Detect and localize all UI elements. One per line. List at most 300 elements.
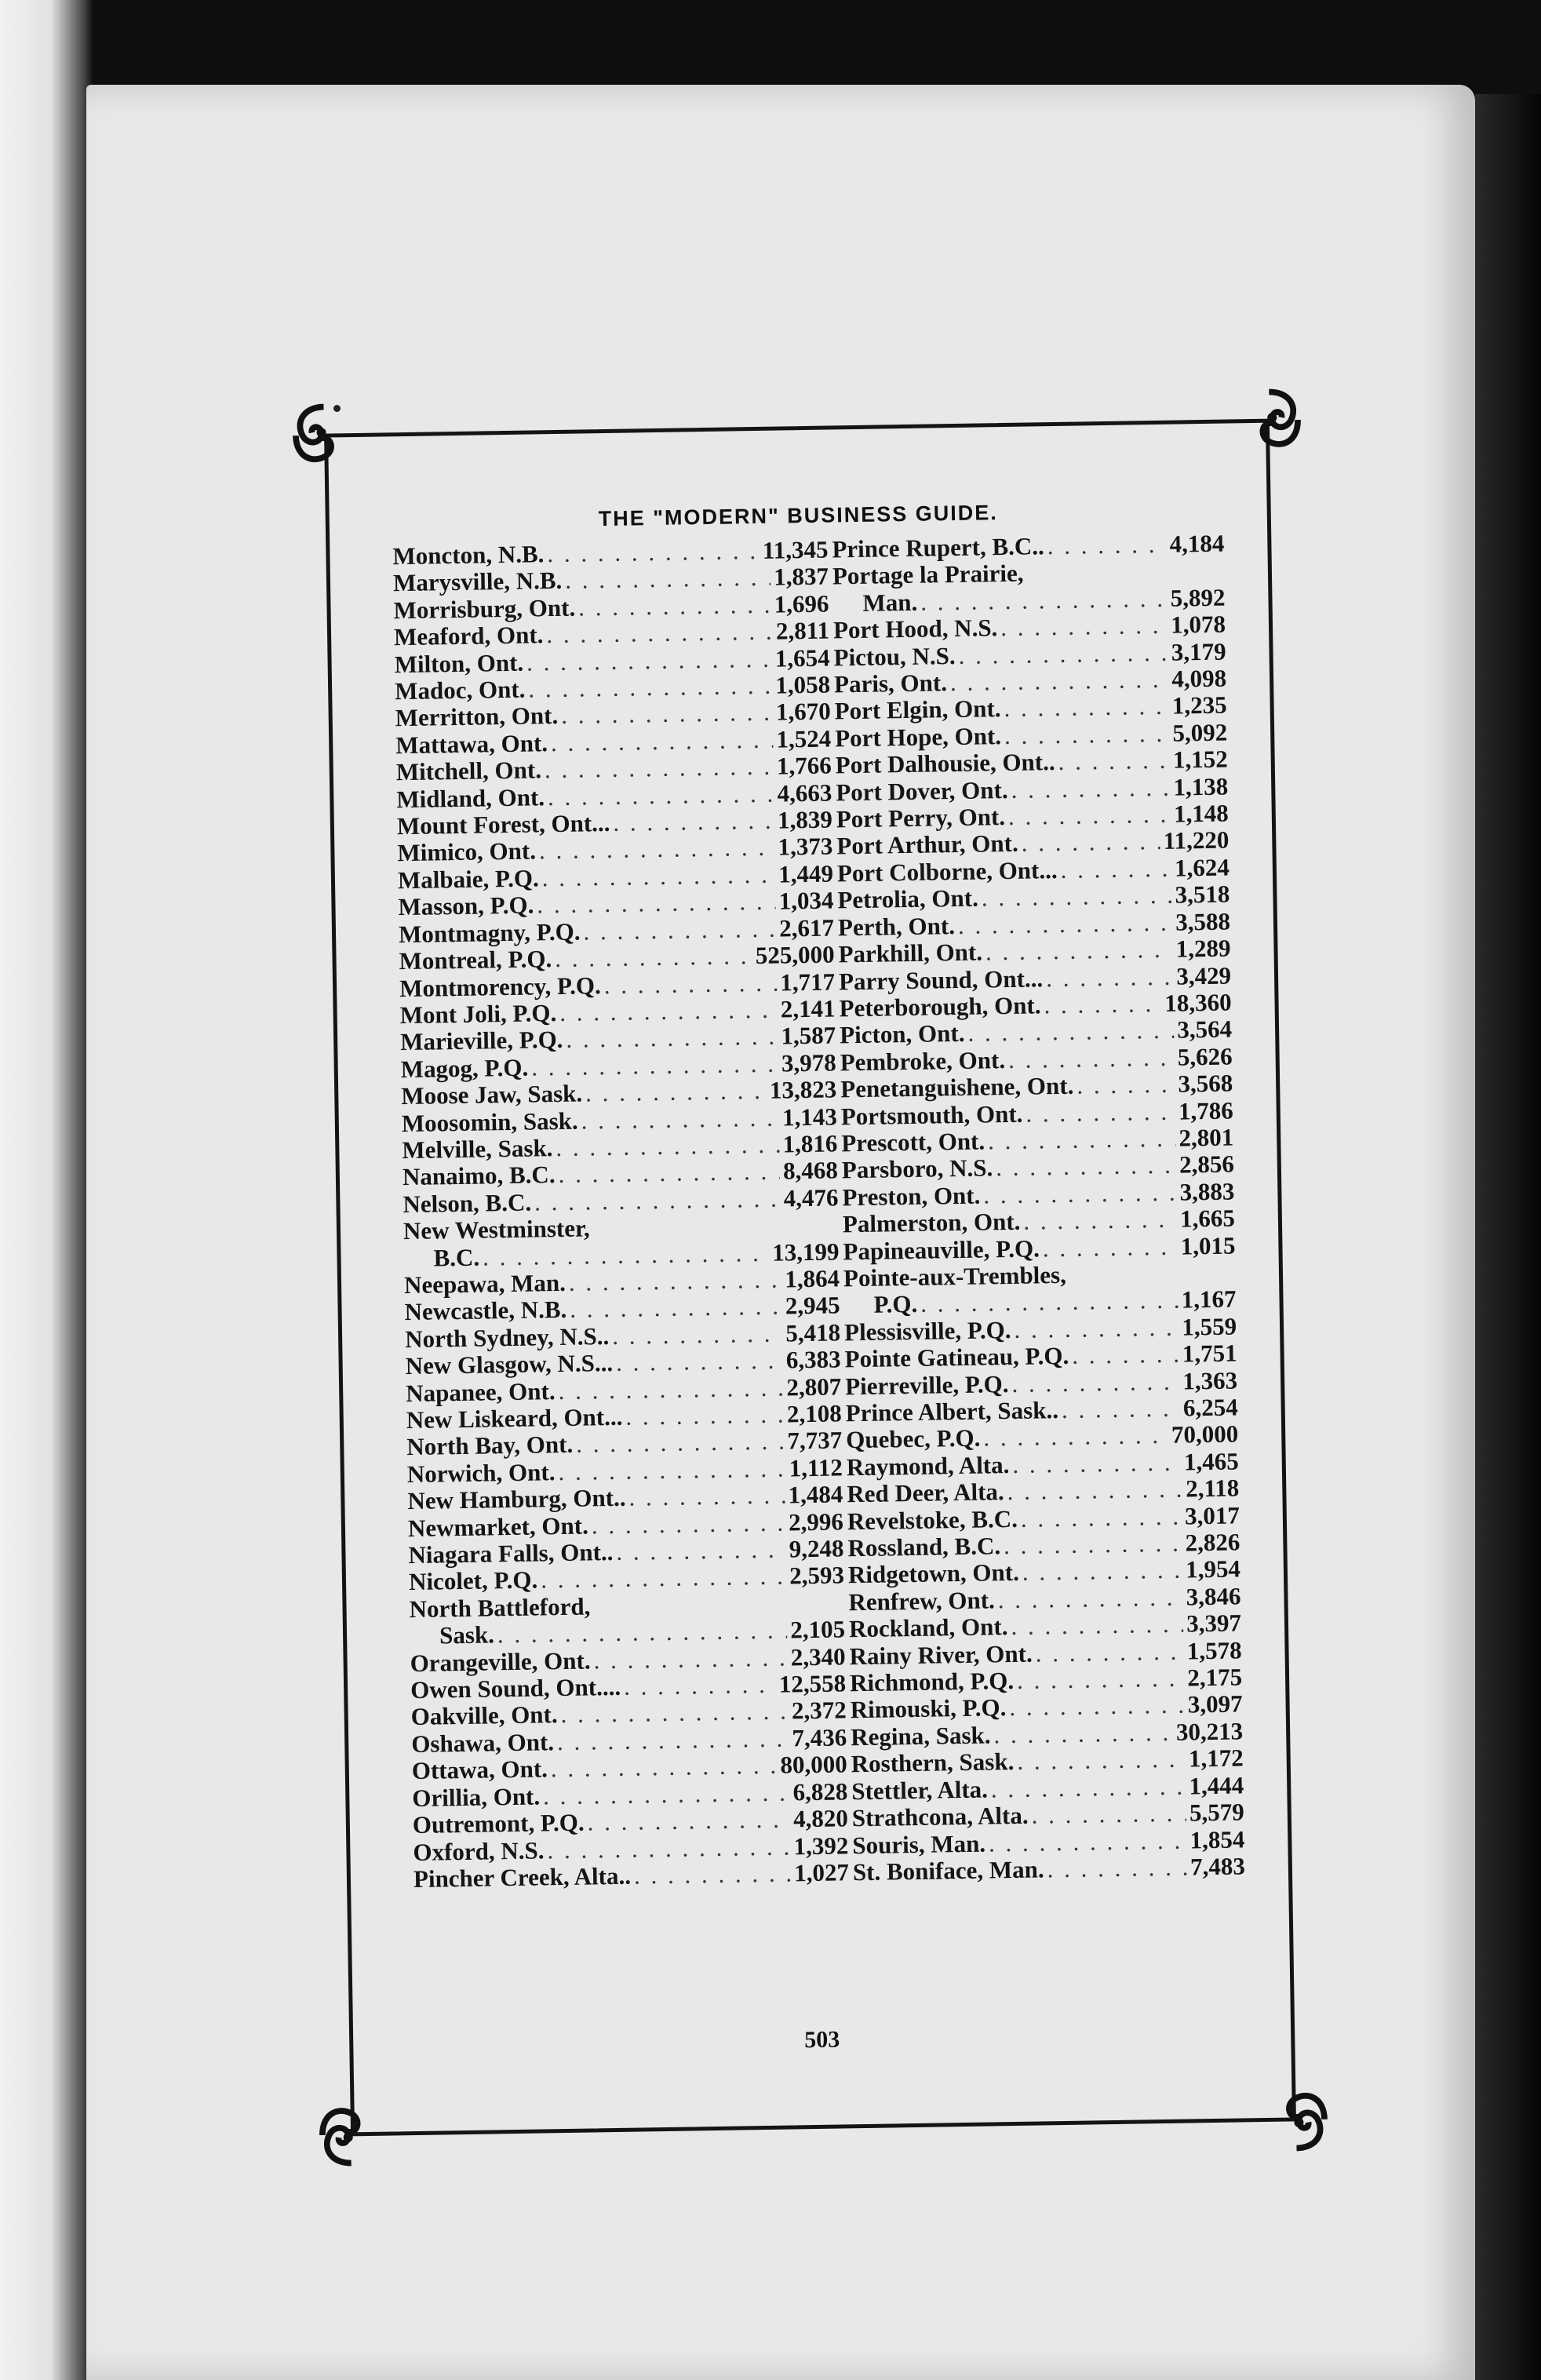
dot-leader: [985, 936, 1173, 966]
dot-leader: [996, 1152, 1176, 1182]
town-name: Port Hope, Ont.: [834, 721, 1002, 753]
population-value: 2,175: [1187, 1663, 1243, 1692]
population-value: 2,105: [790, 1615, 846, 1644]
population-value: 1,696: [774, 589, 829, 618]
town-name: Ridgetown, Ont.: [847, 1558, 1020, 1589]
dot-leader: [616, 1347, 783, 1377]
dot-leader: [583, 915, 776, 945]
running-header: THE "MODERN" BUSINESS GUIDE.: [598, 501, 999, 531]
population-value: 4,820: [792, 1804, 849, 1833]
town-name: Neepawa, Man.: [403, 1268, 566, 1299]
town-name: Meaford, Ont.: [393, 621, 544, 651]
town-name: Renfrew, Ont.: [848, 1586, 996, 1616]
town-name: Parkhill, Ont.: [838, 938, 983, 968]
town-name: B.C.: [433, 1243, 480, 1272]
town-name: Napanee, Ont.: [405, 1376, 556, 1407]
town-name: Nicolet, P.Q.: [408, 1565, 538, 1596]
town-name: Quebec, P.Q.: [845, 1424, 981, 1454]
population-value: 3,588: [1175, 907, 1231, 936]
population-value: 3,568: [1178, 1069, 1233, 1098]
population-value: 525,000: [755, 940, 835, 970]
dot-leader: [560, 1698, 789, 1729]
population-value: 5,418: [785, 1318, 841, 1347]
town-name: Plessisville, P.Q.: [843, 1315, 1011, 1347]
population-value: 5,892: [1170, 583, 1226, 612]
town-name: North Bay, Ont.: [406, 1431, 574, 1461]
town-name: Port Elgin, Ont.: [834, 694, 1001, 725]
population-value: 5,579: [1189, 1798, 1245, 1827]
dot-leader: [531, 1050, 778, 1081]
population-value: 2,801: [1179, 1123, 1234, 1152]
population-value: 1,670: [775, 697, 831, 727]
dot-leader: [548, 780, 774, 811]
population-value: 1,172: [1188, 1744, 1244, 1773]
town-name: Red Deer, Alta.: [847, 1478, 1004, 1508]
dot-leader: [1022, 1557, 1183, 1587]
town-name: Pierreville, P.Q.: [844, 1369, 1009, 1400]
town-name: Newcastle, N.B.: [404, 1296, 567, 1326]
population-value: 3,978: [781, 1048, 836, 1077]
population-value: 2,856: [1179, 1150, 1235, 1179]
town-entry: [413, 1859, 849, 1893]
town-name: Stettler, Alta.: [851, 1775, 989, 1805]
dot-leader: [543, 1779, 790, 1810]
dot-leader: [551, 726, 774, 756]
population-value: 1,839: [777, 805, 833, 834]
town-name: Rockland, Ont.: [848, 1613, 1008, 1643]
population-value: 1,015: [1180, 1231, 1236, 1260]
dot-leader: [1011, 1368, 1179, 1398]
town-name: Masson, P.Q.: [398, 891, 534, 921]
town-name: Rossland, B.C.: [847, 1532, 1001, 1562]
dot-leader: [1047, 1853, 1187, 1882]
dot-leader: [628, 1482, 785, 1512]
dot-leader: [1017, 1665, 1185, 1695]
dot-leader: [991, 1773, 1186, 1802]
population-value: 1,587: [781, 1021, 836, 1050]
population-value: 3,564: [1177, 1015, 1233, 1044]
town-name: Niagara Falls, Ont..: [408, 1538, 614, 1569]
dot-leader: [1077, 1071, 1175, 1099]
town-name: Prince Albert, Sask..: [845, 1396, 1059, 1427]
population-value: 3,883: [1179, 1177, 1235, 1206]
population-value: 1,034: [778, 886, 834, 915]
dot-leader: [566, 1023, 778, 1054]
population-value: 30,213: [1175, 1717, 1244, 1746]
population-value: 2,945: [785, 1291, 840, 1320]
dot-leader: [603, 969, 777, 999]
population-value: 80,000: [780, 1750, 848, 1779]
dot-leader: [1060, 855, 1171, 884]
dot-leader: [1008, 801, 1171, 831]
town-name: North Sydney, N.S..: [404, 1321, 610, 1353]
dot-leader: [593, 1644, 788, 1674]
town-name: Newmarket, Ont.: [407, 1511, 589, 1542]
corner-ornament-icon: [1262, 2086, 1330, 2154]
population-value: 2,141: [780, 994, 836, 1023]
dot-leader: [624, 1671, 776, 1700]
town-name: Montmagny, P.Q.: [398, 917, 581, 948]
dot-leader: [1014, 1314, 1179, 1343]
population-value: 1,766: [776, 751, 832, 780]
town-name: Mount Forest, Ont...: [396, 809, 610, 840]
population-value: 1,578: [1186, 1636, 1242, 1665]
dot-leader: [1062, 1395, 1181, 1424]
dot-leader: [558, 1455, 786, 1485]
town-name: Parry Sound, Ont...: [838, 964, 1044, 995]
dot-leader: [581, 1104, 779, 1134]
dot-leader: [998, 1584, 1183, 1613]
dot-leader: [561, 699, 773, 730]
dot-leader: [1021, 828, 1160, 857]
population-value: 2,826: [1185, 1528, 1240, 1557]
town-name: Malbaie, P.Q.: [397, 864, 539, 895]
population-value: 2,372: [791, 1696, 847, 1725]
dot-leader: [1047, 531, 1166, 560]
dot-leader: [616, 1536, 786, 1566]
town-name: Revelstoke, B.C.: [847, 1504, 1018, 1535]
population-value: 11,345: [762, 535, 829, 564]
dot-leader: [967, 1017, 1174, 1048]
page-frame: [324, 419, 1296, 2137]
town-name: Nanaimo, B.C.: [402, 1161, 556, 1191]
dot-leader: [1004, 1530, 1182, 1560]
population-value: 18,360: [1164, 988, 1232, 1017]
dot-leader: [570, 1293, 782, 1324]
town-name: Souris, Man.: [852, 1829, 986, 1859]
population-value: 2,340: [790, 1642, 846, 1671]
population-value: 1,559: [1182, 1312, 1237, 1341]
town-name: Pembroke, Ont.: [840, 1045, 1006, 1077]
dot-leader: [1011, 774, 1170, 804]
dot-leader: [982, 882, 1172, 912]
town-name: Magog, P.Q.: [400, 1053, 529, 1083]
population-value: 3,017: [1184, 1501, 1240, 1530]
town-name: Milton, Ont.: [394, 648, 524, 678]
dot-leader: [1008, 1044, 1175, 1073]
population-value: 6,254: [1182, 1393, 1238, 1422]
town-name: Port Dalhousie, Ont..: [835, 748, 1055, 779]
dot-leader: [634, 1860, 792, 1890]
town-name: New Glasgow, N.S...: [405, 1349, 614, 1380]
population-value: 1,524: [776, 724, 832, 753]
dot-leader: [612, 1320, 783, 1350]
town-name: Marieville, P.Q.: [399, 1026, 563, 1056]
dot-leader: [625, 1401, 784, 1431]
dot-leader: [497, 1617, 788, 1649]
population-value: 3,179: [1171, 637, 1226, 666]
town-name: Mitchell, Ont.: [395, 756, 542, 786]
dot-leader: [1026, 1098, 1175, 1127]
population-value: 11,220: [1163, 826, 1230, 855]
dot-leader: [1011, 1611, 1183, 1641]
population-value: 2,996: [788, 1507, 844, 1536]
population-value: 1,449: [778, 859, 834, 888]
dot-leader: [1012, 1449, 1181, 1478]
population-value: 3,429: [1175, 961, 1232, 990]
population-value: 2,108: [786, 1399, 842, 1428]
population-value: 7,483: [1189, 1852, 1246, 1881]
town-name: New Liskeard, Ont...: [406, 1402, 623, 1434]
dot-leader: [551, 1752, 778, 1783]
dot-leader: [592, 1509, 786, 1539]
town-name: Raymond, Alta.: [846, 1450, 1010, 1482]
town-name: Parsboro, N.S.: [841, 1154, 993, 1184]
town-name: Mattawa, Ont.: [395, 729, 548, 760]
population-value: 1,148: [1173, 799, 1230, 828]
town-name: Sask.: [439, 1620, 495, 1649]
dot-leader: [547, 538, 760, 568]
town-name: Moncton, N.B.: [392, 540, 545, 570]
town-name: Norwich, Ont.: [406, 1457, 556, 1488]
town-name: Nelson, B.C.: [403, 1188, 532, 1218]
town-name: Orillia, Ont.: [412, 1782, 541, 1812]
town-name: Marysville, N.B.: [392, 567, 563, 597]
town-name: Mont Joli, P.Q.: [399, 998, 557, 1030]
dot-leader: [1031, 1800, 1186, 1830]
population-value: 1,078: [1170, 610, 1226, 639]
town-name: Portage la Prairie,: [832, 559, 1024, 590]
population-value: 7,737: [787, 1426, 843, 1455]
dot-leader: [1044, 990, 1161, 1019]
town-name: Pincher Creek, Alta..: [413, 1861, 632, 1893]
town-name: St. Boniface, Man.: [852, 1855, 1044, 1886]
town-name: Moose Jaw, Sask.: [401, 1079, 583, 1110]
print-speck: [333, 405, 341, 412]
town-name: Prescott, Ont.: [841, 1127, 985, 1157]
population-value: 1,465: [1183, 1447, 1240, 1476]
dot-leader: [1017, 1746, 1186, 1776]
town-name: Rosthern, Sask.: [851, 1748, 1015, 1778]
town-name: Peterborough, Ont.: [839, 991, 1041, 1022]
population-value: 2,593: [789, 1561, 845, 1590]
town-name: Petrolia, Ont.: [837, 884, 979, 914]
dot-leader: [578, 591, 771, 621]
dot-leader: [546, 618, 773, 649]
population-value: 1,484: [788, 1480, 843, 1509]
population-value: 1,167: [1181, 1285, 1237, 1314]
dot-leader: [569, 1267, 782, 1297]
corner-ornament-icon: [1235, 386, 1303, 454]
dot-leader: [920, 585, 1168, 616]
dot-leader: [1023, 1206, 1177, 1235]
dot-leader: [958, 639, 1168, 669]
right-column-list: [832, 530, 1245, 1886]
dot-leader: [557, 1725, 789, 1755]
population-value: 1,717: [780, 967, 836, 997]
town-name: Oakville, Ont.: [410, 1700, 558, 1731]
town-name: Oshawa, Ont.: [410, 1728, 555, 1758]
town-name: Paris, Ont.: [833, 669, 948, 698]
population-value: 4,184: [1169, 529, 1225, 558]
dot-leader: [483, 1239, 770, 1270]
town-name: Preston, Ont.: [842, 1181, 981, 1212]
population-value: 6,828: [792, 1777, 848, 1806]
town-name: Port Hood, N.S.: [832, 614, 998, 644]
population-value: 13,199: [771, 1237, 840, 1267]
population-value: 4,098: [1171, 664, 1227, 693]
town-name: Richmond, P.Q.: [849, 1667, 1015, 1697]
dot-leader: [989, 1827, 1187, 1857]
dot-leader: [613, 807, 774, 837]
town-name: Montmorency, P.Q.: [399, 971, 601, 1002]
town-entry: [853, 1853, 1245, 1886]
population-value: 1,392: [793, 1831, 849, 1860]
population-value: 2,807: [786, 1372, 842, 1401]
left-column-list: [392, 537, 849, 1893]
dot-leader: [1004, 720, 1170, 750]
town-name: North Battleford,: [409, 1592, 591, 1623]
dot-leader: [541, 862, 775, 892]
corner-ornament-icon: [290, 401, 358, 469]
dot-leader: [1035, 1638, 1184, 1667]
town-name: Moosomin, Sask.: [401, 1106, 578, 1137]
population-value: 1,143: [781, 1102, 838, 1132]
dot-leader: [539, 834, 775, 865]
population-value: 2,617: [778, 913, 835, 942]
dot-leader: [1000, 612, 1168, 642]
dot-leader: [958, 909, 1173, 939]
dot-leader: [1072, 1341, 1179, 1370]
population-value: 70,000: [1171, 1420, 1239, 1449]
adjacent-page-edge: [0, 0, 93, 2380]
dot-leader: [1043, 1233, 1178, 1262]
population-value: 1,665: [1179, 1204, 1236, 1233]
town-name: Oxford, N.S.: [413, 1835, 545, 1866]
population-value: 1,786: [1178, 1096, 1233, 1125]
population-value: 1,289: [1175, 934, 1231, 963]
population-value: 4,663: [777, 778, 832, 807]
town-name: New Hamburg, Ont..: [407, 1483, 626, 1515]
population-value: 1,624: [1174, 853, 1230, 882]
town-name: Madoc, Ont.: [394, 675, 526, 705]
population-value: 1,027: [793, 1858, 850, 1887]
town-name: Prince Rupert, B.C..: [832, 532, 1045, 563]
town-name: Regina, Sask.: [850, 1721, 991, 1751]
corner-ornament-icon: [316, 2101, 384, 2169]
population-value: 1,152: [1172, 745, 1228, 774]
population-value: 3,846: [1186, 1582, 1241, 1611]
population-value: 4,476: [783, 1183, 839, 1212]
town-name: Ottawa, Ont.: [411, 1755, 548, 1785]
population-value: 1,854: [1189, 1824, 1245, 1853]
population-value: 2,118: [1185, 1474, 1240, 1503]
population-value: 1,138: [1173, 772, 1229, 801]
dot-leader: [558, 1374, 783, 1405]
population-value: 1,444: [1189, 1771, 1244, 1800]
population-value: 1,864: [785, 1264, 840, 1293]
town-name: Pointe Gatineau, P.Q.: [844, 1342, 1069, 1373]
town-name: Man.: [862, 588, 918, 617]
population-value: 12,558: [778, 1669, 847, 1698]
dot-leader: [547, 1833, 791, 1864]
dot-leader: [1046, 963, 1174, 992]
town-name: Portsmouth, Ont.: [840, 1099, 1023, 1130]
page-spine-shadow: [1475, 94, 1541, 2380]
dot-leader: [526, 645, 772, 676]
population-value: 13,823: [769, 1075, 837, 1104]
town-name: Papineauville, P.Q.: [843, 1234, 1040, 1265]
population-value: 5,092: [1172, 718, 1228, 747]
population-value: 1,235: [1171, 691, 1227, 720]
town-name: Port Colborne, Ont...: [836, 855, 1058, 887]
dot-leader: [988, 1125, 1176, 1155]
town-name: Penetanguishene, Ont.: [840, 1071, 1074, 1103]
town-name: Outremont, P.Q.: [412, 1808, 585, 1839]
dot-leader: [950, 666, 1169, 697]
population-value: 1,654: [774, 643, 830, 672]
town-name: Owen Sound, Ont....: [410, 1672, 621, 1704]
town-name: Midland, Ont.: [396, 782, 545, 813]
town-name: Pointe-aux-Trembles,: [843, 1260, 1067, 1292]
dot-leader: [920, 1287, 1179, 1318]
population-value: 1,112: [789, 1453, 843, 1482]
population-value: 1,751: [1182, 1339, 1237, 1368]
town-name: P.Q.: [873, 1290, 918, 1319]
dot-leader: [558, 1158, 780, 1189]
population-value: 9,248: [789, 1534, 844, 1563]
population-value: 2,811: [775, 616, 830, 645]
town-name: Palmerston, Ont.: [842, 1207, 1021, 1238]
dot-leader: [565, 564, 771, 595]
dot-leader: [983, 1179, 1177, 1208]
dot-leader: [1021, 1503, 1182, 1533]
population-value: 1,837: [773, 562, 829, 592]
town-name: Port Perry, Ont.: [836, 803, 1006, 833]
town-name: Rainy River, Ont.: [849, 1639, 1033, 1670]
population-value: 1,058: [775, 670, 831, 699]
dot-leader: [1058, 747, 1170, 776]
population-value: 6,383: [785, 1345, 841, 1374]
population-value: 7,436: [792, 1723, 847, 1752]
town-name: New Westminster,: [403, 1214, 590, 1245]
dot-leader: [993, 1719, 1173, 1749]
dot-leader: [541, 1563, 787, 1594]
population-value: 1,373: [778, 832, 833, 862]
dot-leader: [537, 888, 776, 919]
town-name: Rimouski, P.Q.: [850, 1693, 1007, 1724]
page-number: 503: [804, 2026, 840, 2054]
town-name: Picton, Ont.: [839, 1019, 965, 1049]
population-value: 5,626: [1177, 1042, 1233, 1071]
dot-leader: [587, 1806, 790, 1836]
town-name: Pictou, N.S.: [833, 641, 956, 672]
population-value: 3,397: [1186, 1609, 1242, 1638]
town-name: Morrisburg, Ont.: [393, 593, 576, 625]
town-name: Montreal, P.Q.: [399, 945, 552, 975]
dot-leader: [1009, 1692, 1185, 1722]
population-value: 3,097: [1187, 1689, 1243, 1718]
town-name: Merritton, Ont.: [395, 702, 559, 732]
population-value: 3,518: [1175, 880, 1230, 909]
dot-leader: [1004, 693, 1169, 723]
dot-leader: [556, 1132, 780, 1162]
town-name: Strathcona, Alta.: [851, 1801, 1029, 1832]
dot-leader: [555, 942, 752, 972]
dot-leader: [559, 997, 778, 1027]
town-name: Perth, Ont.: [837, 911, 956, 942]
town-name: Orangeville, Ont.: [410, 1646, 591, 1677]
dot-leader: [534, 1185, 781, 1216]
town-name: Mimico, Ont.: [397, 836, 537, 867]
dot-leader: [528, 672, 773, 703]
town-name: Port Arthur, Ont.: [836, 829, 1018, 860]
population-value: 8,468: [782, 1156, 839, 1185]
dot-leader: [576, 1428, 785, 1459]
dot-leader: [1007, 1476, 1182, 1506]
population-value: 1,816: [782, 1129, 838, 1158]
dot-leader: [545, 753, 774, 784]
